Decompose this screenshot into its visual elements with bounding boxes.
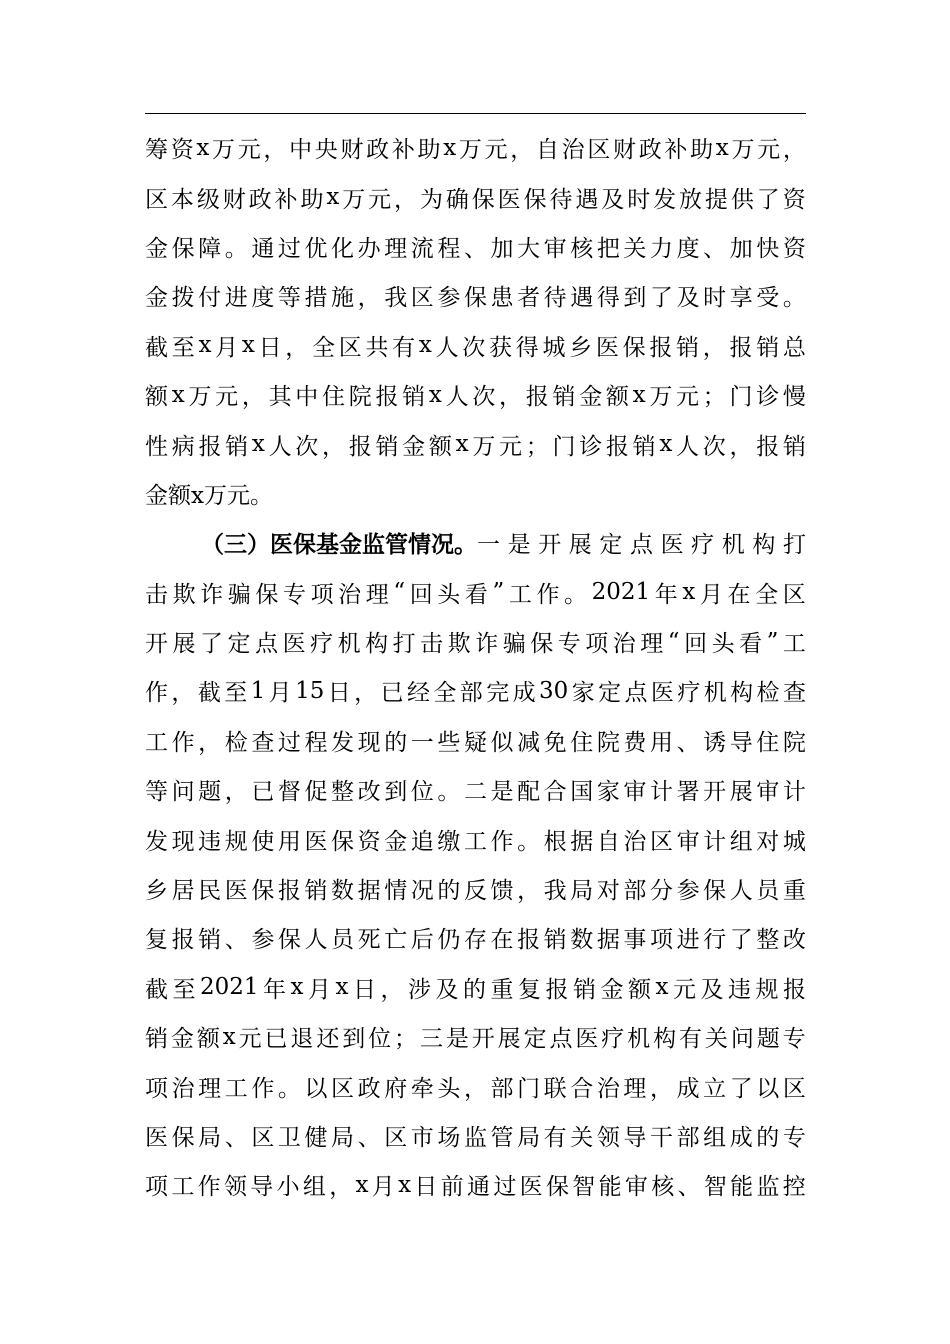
text-line: 开 展 了 定 点 医 疗 机 构 打 击 欺 诈 骗 保 专 项 治 理 “ 回 头 看 ” 工 [145, 628, 806, 658]
text-line: 复 报 销 、 参 保 人 员 死 亡 后 仍 存 在 报 销 数 据 事 项 进 行 了 整 改 [145, 927, 806, 954]
first-line-text: 一 是 开 展 定 点 医 疗 机 构 打 [477, 532, 806, 559]
text-line: 金额x万元。 [145, 482, 273, 509]
paragraph-fund-supervision [145, 518, 806, 1209]
text-line: 等 问 题 ， 已 督 促 整 改 到 位 。 二 是 配 合 国 家 审 计 署 开 展 审 计 [145, 779, 806, 806]
header-rule [145, 113, 806, 114]
text-line: 金 保 障 。 通 过 优 化 办 理 流 程 、 加 大 审 核 把 关 力 度 、 加 快 资 [145, 235, 806, 262]
text-line: 工 作 ， 检 查 过 程 发 现 的 一 些 疑 似 减 免 住 院 费 用 、 诱 导 住 院 [145, 729, 806, 756]
text-line: 金 拨 付 进 度 等 措 施 ， 我 区 参 保 患 者 待 遇 得 到 了 及 时 享 受 。 [145, 285, 806, 312]
text-line: 截 至 2021 年 x 月 x 日 ， 涉 及 的 重 复 报 销 金 额 x 元 及 违 规 报 [145, 974, 806, 1003]
text-line: 项 工 作 领 导 小 组 ， x 月 x 日 前 通 过 医 保 智 能 审 核 、 智 能 监 控 [145, 1171, 806, 1201]
text-line: 发 现 违 规 使 用 医 保 资 金 追 缴 工 作 。 根 据 自 治 区 审 计 组 对 城 [145, 828, 806, 855]
text-line: 销 金 额 x 元 已 退 还 到 位 ； 三 是 开 展 定 点 医 疗 机 构 有 关 问 题 专 [145, 1023, 806, 1053]
paragraph-first-line [145, 518, 806, 567]
text-line: 性 病 报 销 x 人 次 ， 报 销 金 额 x 万 元 ； 门 诊 报 销 x 人 次 ， 报 销 [145, 431, 806, 460]
paragraph-fund-payment [145, 123, 806, 518]
text-line: 医 保 局 、 区 卫 健 局 、 区 市 场 监 管 局 有 关 领 导 干 部 组 成 的 专 [145, 1125, 806, 1151]
text-line: 作 ， 截 至 1 月 15 日 ， 已 经 全 部 完 成 30 家 定 点 医 疗 机 构 检 查 [145, 677, 806, 707]
text-line: 筹 资 x 万 元 ， 中 央 财 政 补 助 x 万 元 ， 自 治 区 财 政 补 助 x 万 元 ， [145, 134, 806, 164]
text-line: 额 x 万 元 ， 其 中 住 院 报 销 x 人 次 ， 报 销 金 额 x 万 元 ； 门 诊 慢 [145, 381, 806, 411]
text-line: 区 本 级 财 政 补 助 x 万 元 ， 为 确 保 医 保 待 遇 及 时 发 放 提 供 了 资 [145, 184, 806, 213]
section-heading: （三）医保基金监管情况。 [201, 531, 477, 559]
text-line: 截 至 x 月 x 日 ， 全 区 共 有 x 人 次 获 得 城 乡 医 保 报 销 ， 报 销 总 [145, 332, 806, 361]
text-line: 击 欺 诈 骗 保 专 项 治 理 “ 回 头 看 ” 工 作 。 2021 年 x 月 在 全 区 [145, 579, 806, 608]
document-body [145, 123, 806, 1210]
text-line: 乡 居 民 医 保 报 销 数 据 情 况 的 反 馈 ， 我 局 对 部 分 参 保 人 员 重 [145, 878, 806, 905]
text-line: 项 治 理 工 作 。 以 区 政 府 牵 头 ， 部 门 联 合 治 理 ， 成 立 了 以 区 [145, 1075, 806, 1102]
